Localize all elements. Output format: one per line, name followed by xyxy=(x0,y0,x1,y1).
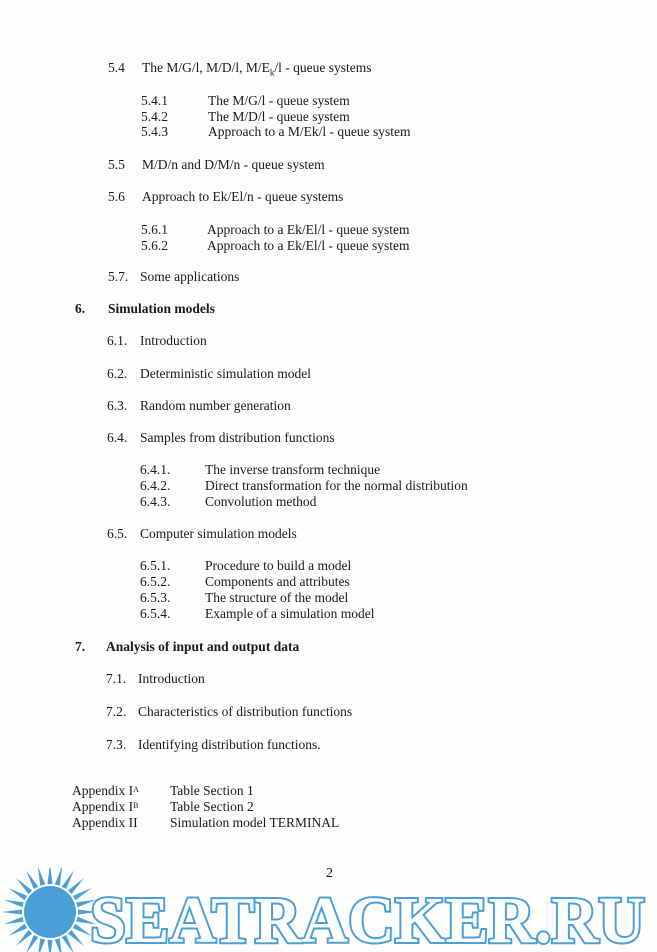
sun-ray xyxy=(2,909,22,914)
sun-ray xyxy=(68,878,84,894)
watermark-logo xyxy=(0,868,657,952)
toc-number: 7.2. xyxy=(106,704,127,719)
watermark-text: SEATRACKER.RU xyxy=(90,884,645,952)
toc-number: 5.4 xyxy=(108,60,125,75)
toc-title: Identifying distribution functions. xyxy=(138,737,321,752)
toc-number: 5.6 xyxy=(108,189,125,204)
sun-ray xyxy=(26,935,38,952)
toc-number: 6.5. xyxy=(107,526,128,541)
sun-ray xyxy=(38,938,46,952)
sun-ray xyxy=(73,924,92,936)
sun-ray xyxy=(68,930,84,946)
toc-title: Approach to a M/Ek/l - queue system xyxy=(208,124,411,139)
sun-ray xyxy=(73,888,92,900)
sun-ray xyxy=(26,870,38,889)
toc-title: Procedure to build a model xyxy=(205,558,352,573)
sun-ray xyxy=(55,938,63,952)
toc-number: 6.2. xyxy=(107,366,128,381)
toc-title: Deterministic simulation model xyxy=(140,366,311,381)
toc-title: Samples from distribution functions xyxy=(140,430,335,445)
toc-title: The M/G/l, M/D/l, $M/E_k/l$ - queue systems xyxy=(142,60,372,78)
toc-title: Components and attributes xyxy=(205,574,350,589)
sun-icon xyxy=(2,868,98,952)
sun-ray xyxy=(16,878,32,894)
sun-ray xyxy=(4,900,24,908)
appendix-label: Appendix $I^B$ xyxy=(72,799,139,814)
toc-number: 6.4.1. xyxy=(140,462,171,477)
toc-number: 6.1. xyxy=(107,333,128,348)
appendix-title: Simulation model TERMINAL xyxy=(170,815,340,830)
sun-ray xyxy=(16,930,32,946)
toc-title: Simulation models xyxy=(108,301,215,316)
toc-number: 6.3. xyxy=(107,398,128,413)
toc-title: Approach to a Ek/El/l - queue system xyxy=(207,222,410,237)
sun-ray xyxy=(47,940,52,952)
toc-title: Characteristics of distribution functions xyxy=(138,704,353,719)
toc-number: 5.4.3 xyxy=(141,124,168,139)
toc-title: The M/G/l - queue system xyxy=(208,93,350,108)
toc-title: Introduction xyxy=(138,671,205,686)
sun-ray xyxy=(62,935,74,952)
toc-title: Random number generation xyxy=(140,398,291,413)
toc-title: The M/D/l - queue system xyxy=(208,109,350,124)
toc-title: The inverse transform technique xyxy=(205,462,381,477)
toc-title: The structure of the model xyxy=(205,590,349,605)
toc-number: 6.4.2. xyxy=(140,478,171,493)
sun-ray xyxy=(38,868,46,886)
toc-title: Introduction xyxy=(140,333,207,348)
toc-number: 5.6.1 xyxy=(141,222,168,237)
toc-number: 6.4. xyxy=(107,430,128,445)
sun-ray xyxy=(4,917,24,925)
toc-number: 6.4.3. xyxy=(140,494,171,509)
toc-title: Computer simulation models xyxy=(140,526,297,541)
toc-number: 5.5 xyxy=(108,157,125,172)
appendix-title: Table Section 1 xyxy=(170,783,254,798)
toc-number: 7. xyxy=(75,639,86,654)
toc-title: Convolution method xyxy=(205,494,317,509)
toc-number: 5.4.1 xyxy=(141,93,168,108)
toc-number: 5.4.2 xyxy=(141,109,168,124)
sun-ray xyxy=(62,870,74,889)
toc-title: Analysis of input and output data xyxy=(106,639,300,654)
toc-number: 6.5.3. xyxy=(140,590,171,605)
toc-title: Some applications xyxy=(140,269,240,284)
sun-ray xyxy=(55,868,63,886)
appendix-label: Appendix $I^A$ xyxy=(72,783,139,798)
toc-title: Example of a simulation model xyxy=(205,606,375,621)
toc-number: 7.1. xyxy=(106,671,127,686)
toc-title: Direct transformation for the normal distribution xyxy=(205,478,468,493)
toc-number: 5.6.2 xyxy=(141,238,168,253)
toc-number: 6.5.4. xyxy=(140,606,171,621)
toc-title: Approach to a Ek/El/l - queue system xyxy=(207,238,410,253)
sun-ray xyxy=(47,868,52,884)
sun-ray xyxy=(8,888,27,900)
toc-title: Approach to Ek/El/n - queue systems xyxy=(142,189,344,204)
toc-number: 6.5.2. xyxy=(140,574,171,589)
appendix-title: Table Section 2 xyxy=(170,799,254,814)
toc-number: 7.3. xyxy=(106,737,127,752)
toc-number: 6.5.1. xyxy=(140,558,171,573)
sun-ray xyxy=(8,924,27,936)
toc-number: 5.7. xyxy=(108,269,129,284)
toc-title: M/D/n and D/M/n - queue system xyxy=(142,157,325,172)
appendix-label: Appendix II xyxy=(72,815,138,830)
page-number: 2 xyxy=(326,866,333,881)
toc-number: 6. xyxy=(75,301,86,316)
